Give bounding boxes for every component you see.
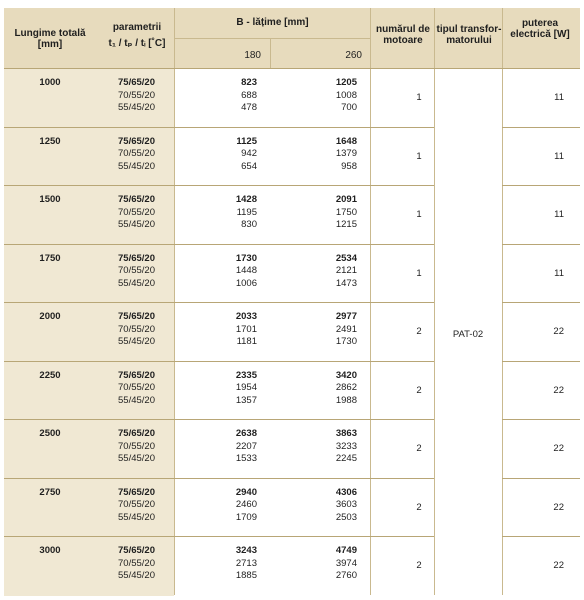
value: 1954 [235, 382, 257, 393]
cell-power: 11 [554, 150, 564, 162]
value: 3420 [335, 369, 357, 381]
value: 1648 [335, 135, 357, 147]
value: 4749 [335, 545, 357, 556]
cell-width-260 [284, 194, 357, 232]
cell-params [99, 253, 174, 291]
cell-width-180 [184, 77, 257, 115]
cell-width-260 [284, 136, 357, 174]
cell-width-260 [284, 545, 357, 583]
value: 2245 [335, 453, 357, 464]
cell-power: 11 [554, 92, 564, 103]
param-line: 70/55/20 [118, 499, 155, 510]
cell-width-260 [284, 487, 357, 525]
value: 2940 [235, 486, 257, 498]
value: 3863 [335, 428, 357, 439]
value: 1008 [335, 89, 357, 101]
cell-motors: 2 [416, 326, 422, 337]
table-row [4, 245, 580, 304]
value: 3974 [335, 557, 357, 569]
cell-width-260 [284, 77, 357, 115]
param-line: 75/65/20 [118, 311, 155, 322]
param-line: 70/55/20 [118, 265, 155, 276]
cell-length: 1500 [39, 194, 61, 205]
header-length: Lungime totală [mm] [14, 28, 86, 50]
cell-power: 22 [553, 560, 564, 571]
col-divider [270, 38, 271, 69]
value: 1357 [235, 394, 257, 406]
cell-width-180 [184, 136, 257, 174]
header-power: puterea electrică [W] [510, 18, 570, 40]
value: 830 [241, 219, 257, 230]
param-line: 55/45/20 [118, 160, 155, 172]
cell-length: 2000 [39, 311, 61, 322]
cell-power: 11 [554, 209, 564, 220]
param-line: 55/45/20 [118, 453, 155, 464]
param-line: 75/65/20 [118, 135, 155, 147]
param-line: 70/55/20 [118, 382, 155, 393]
value: 958 [341, 160, 357, 172]
header-width-group: B - lățime [mm] [236, 17, 309, 28]
cell-params [99, 370, 174, 408]
param-line: 75/65/20 [118, 486, 155, 498]
value: 1006 [235, 277, 257, 289]
cell-length: 1750 [39, 252, 61, 264]
value: 1473 [335, 277, 357, 289]
cell-length: 2750 [39, 486, 61, 498]
cell-width-260 [284, 253, 357, 291]
cell-motors: 1 [416, 209, 422, 220]
value: 2760 [335, 570, 357, 581]
cell-power: 22 [553, 501, 564, 513]
value: 1730 [235, 252, 257, 264]
value: 1709 [235, 511, 257, 523]
cell-width-180 [184, 487, 257, 525]
value: 2534 [335, 252, 357, 264]
value: 2121 [335, 265, 357, 276]
table-row [4, 362, 580, 421]
cell-width-260 [284, 311, 357, 349]
cell-power: 11 [554, 267, 564, 279]
header-params-units: t₁ / tₚ / tᵢ [˚C] [108, 38, 166, 49]
table-row [4, 420, 580, 479]
cell-width-180 [184, 311, 257, 349]
value: 1730 [335, 336, 357, 347]
value: 1181 [236, 336, 257, 347]
cell-width-180 [184, 545, 257, 583]
value: 700 [341, 102, 357, 113]
header-subdivider [174, 38, 370, 39]
cell-params [99, 136, 174, 174]
value: 2460 [235, 499, 257, 510]
param-line: 70/55/20 [118, 323, 155, 335]
value: 1195 [236, 206, 257, 218]
cell-params [99, 428, 174, 466]
cell-width-180 [184, 194, 257, 232]
value: 1750 [335, 206, 357, 218]
param-line: 70/55/20 [118, 89, 155, 101]
cell-params [99, 194, 174, 232]
cell-motors: 1 [416, 267, 422, 279]
cell-length: 2250 [39, 369, 61, 381]
value: 2491 [335, 323, 357, 335]
param-line: 70/55/20 [118, 206, 155, 218]
param-line: 75/65/20 [118, 252, 155, 264]
value: 1205 [335, 77, 357, 88]
param-line: 75/65/20 [118, 369, 155, 381]
value: 1215 [335, 219, 357, 230]
param-line: 55/45/20 [118, 277, 155, 289]
value: 4306 [335, 486, 357, 498]
value: 2862 [335, 382, 357, 393]
param-line: 55/45/20 [118, 219, 155, 230]
param-line: 55/45/20 [118, 394, 155, 406]
value: 2033 [235, 311, 257, 322]
cell-length: 1250 [39, 135, 61, 147]
table-row [4, 537, 580, 596]
header-motors: numărul de motoare [376, 24, 430, 46]
param-line: 55/45/20 [118, 336, 155, 347]
header-width-180: 180 [244, 50, 261, 61]
cell-width-260 [284, 370, 357, 408]
cell-power: 22 [553, 384, 564, 396]
cell-motors: 2 [416, 560, 422, 571]
param-line: 70/55/20 [118, 440, 155, 452]
value: 3233 [335, 440, 357, 452]
value: 2091 [335, 194, 357, 205]
value: 2503 [335, 511, 357, 523]
cell-motors: 1 [416, 150, 422, 162]
value: 942 [241, 148, 257, 159]
header-params: parametrii [112, 22, 162, 33]
cell-motors: 1 [416, 92, 422, 103]
cell-motors: 2 [416, 443, 422, 454]
param-line: 70/55/20 [118, 148, 155, 159]
param-line: 70/55/20 [118, 557, 155, 569]
value: 1533 [235, 453, 257, 464]
value: 2207 [235, 440, 257, 452]
value: 3243 [235, 545, 257, 556]
table-row [4, 479, 580, 538]
value: 1428 [235, 194, 257, 205]
cell-length: 2500 [39, 428, 61, 439]
header-transformer: tipul transfor-matorului [436, 24, 502, 46]
param-line: 55/45/20 [118, 570, 155, 581]
value: 1125 [236, 135, 257, 147]
cell-params [99, 545, 174, 583]
value: 1885 [235, 570, 257, 581]
param-line: 75/65/20 [118, 194, 155, 205]
param-line: 75/65/20 [118, 77, 155, 88]
value: 1448 [235, 265, 257, 276]
value: 1379 [335, 148, 357, 159]
value: 823 [241, 77, 257, 88]
cell-width-180 [184, 253, 257, 291]
value: 2638 [235, 428, 257, 439]
cell-params [99, 77, 174, 115]
header-width-260: 260 [345, 50, 362, 61]
value: 2335 [235, 369, 257, 381]
value: 2977 [335, 311, 357, 322]
param-line: 75/65/20 [118, 428, 155, 439]
value: 1988 [335, 394, 357, 406]
cell-width-180 [184, 428, 257, 466]
cell-length: 3000 [39, 545, 61, 556]
cell-power: 22 [553, 326, 564, 337]
cell-width-260 [284, 428, 357, 466]
value: 3603 [335, 499, 357, 510]
param-line: 55/45/20 [118, 102, 155, 113]
radiator-spec-table [4, 8, 580, 595]
value: 688 [241, 89, 257, 101]
cell-power: 22 [553, 443, 564, 454]
value: 1701 [235, 323, 257, 335]
value: 478 [241, 102, 257, 113]
cell-width-180 [184, 370, 257, 408]
cell-motors: 2 [416, 501, 422, 513]
cell-length: 1000 [39, 77, 61, 88]
transformer-value: PAT-02 [452, 329, 484, 340]
table-row [4, 128, 580, 187]
param-line: 75/65/20 [118, 545, 155, 556]
cell-motors: 2 [416, 384, 422, 396]
cell-params [99, 311, 174, 349]
param-line: 55/45/20 [118, 511, 155, 523]
value: 2713 [235, 557, 257, 569]
table-row [4, 69, 580, 128]
value: 654 [241, 160, 257, 172]
cell-params [99, 487, 174, 525]
table-row [4, 186, 580, 245]
